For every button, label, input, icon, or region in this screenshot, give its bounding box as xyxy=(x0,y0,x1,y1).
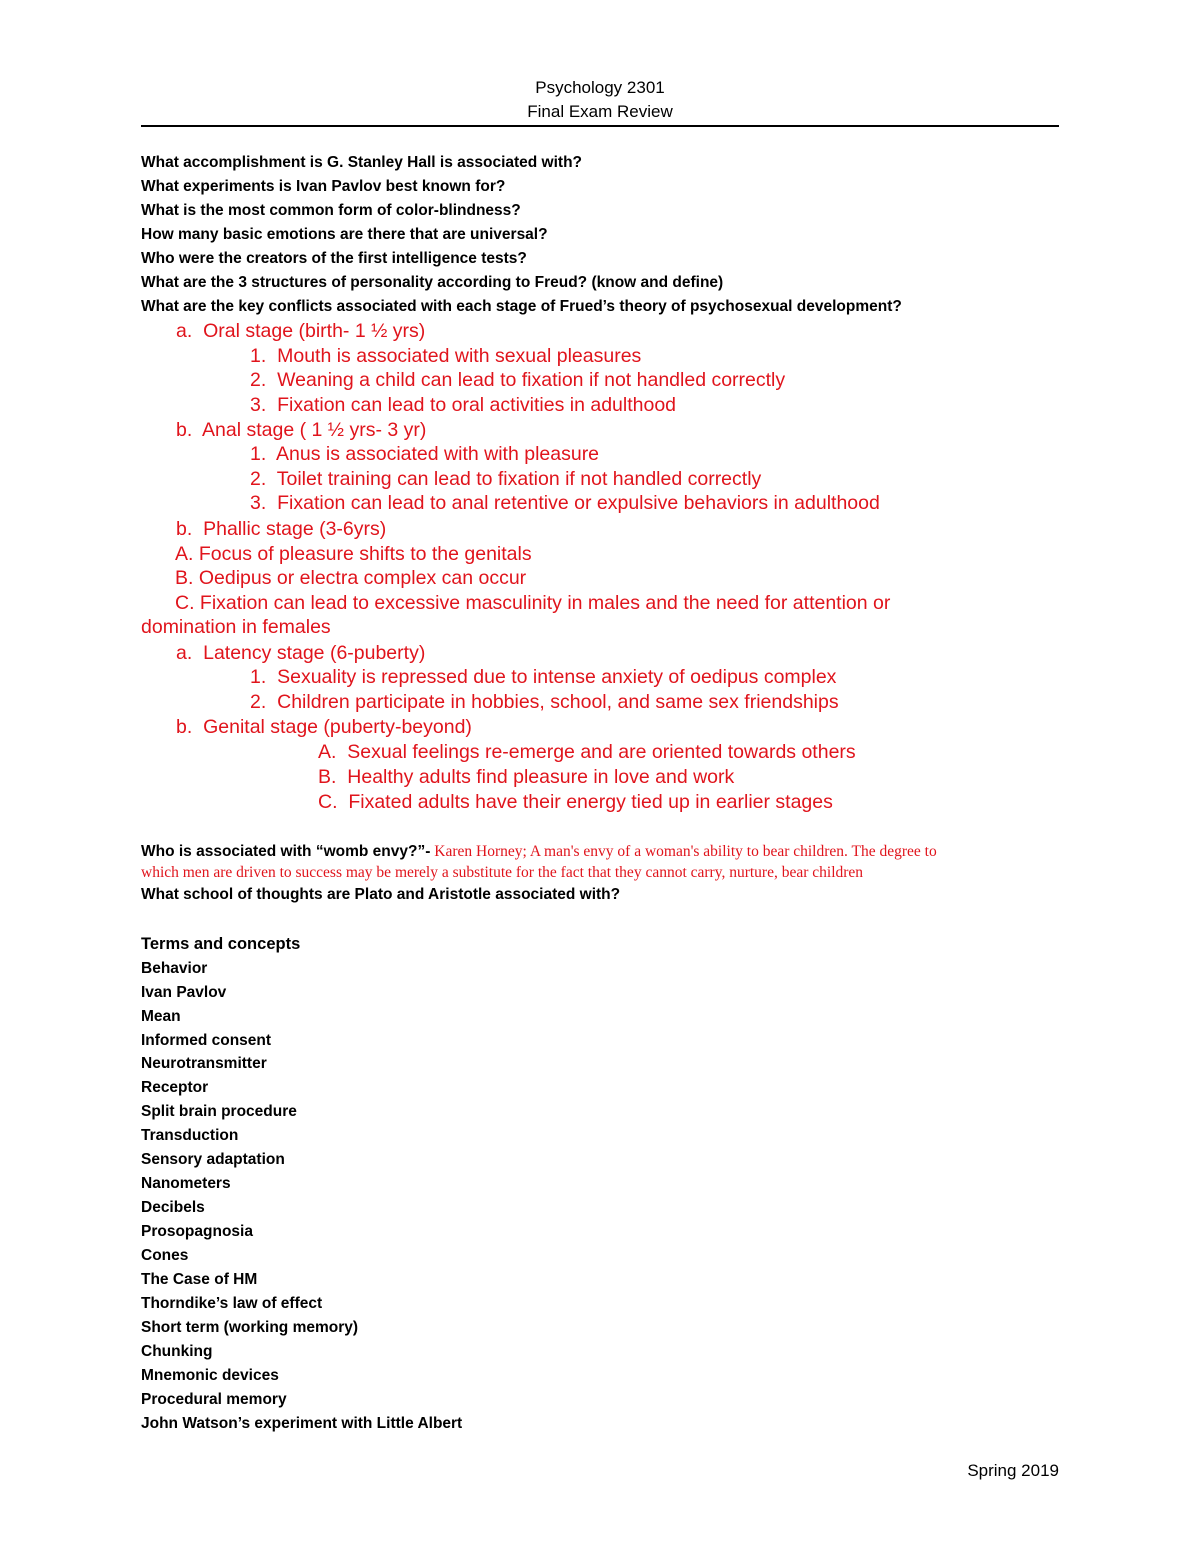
stage-latency xyxy=(176,641,425,666)
list-item: A. Focus of pleasure shifts to the genitals xyxy=(175,543,532,565)
term-item: Mnemonic devices xyxy=(141,1367,279,1384)
list-marker: 1. xyxy=(250,666,267,688)
list-marker: C. xyxy=(318,791,338,813)
list-item xyxy=(250,690,839,715)
term-item: Behavior xyxy=(141,960,208,977)
list-marker: 3. xyxy=(250,492,267,514)
stage-label: Latency stage (6-puberty) xyxy=(203,642,426,664)
term-item: Thorndike’s law of effect xyxy=(141,1295,323,1312)
footer-semester: Spring 2019 xyxy=(967,1461,1059,1480)
terms-heading: Terms and concepts xyxy=(141,935,301,953)
term-item: Decibels xyxy=(141,1199,205,1216)
list-marker: B. xyxy=(318,766,337,788)
list-item-text: Fixation can lead to anal retentive or expulsive behaviors in adulthood xyxy=(277,492,880,514)
list-item xyxy=(250,467,761,492)
list-item-text: Mouth is associated with sexual pleasures xyxy=(277,345,642,367)
list-marker: a. xyxy=(176,642,193,664)
term-item: Nanometers xyxy=(141,1175,231,1192)
list-item-text: Sexual feelings re-emerge and are oriented towards others xyxy=(347,741,856,763)
list-marker: 2. xyxy=(250,691,267,713)
term-item: Split brain procedure xyxy=(141,1103,297,1120)
list-item xyxy=(250,368,785,393)
header-divider xyxy=(141,125,1059,127)
term-item: Prosopagnosia xyxy=(141,1223,253,1240)
list-marker: 3. xyxy=(250,394,267,416)
list-item xyxy=(250,442,599,467)
list-marker: 1. xyxy=(250,345,267,367)
list-item: C. Fixation can lead to excessive masculinity in males and the need for attention or xyxy=(175,592,891,614)
list-item: B. Oedipus or electra complex can occur xyxy=(175,567,527,589)
list-marker: b. xyxy=(176,716,193,738)
term-item: John Watson’s experiment with Little Albert xyxy=(141,1415,463,1432)
stage-label: Oral stage (birth- 1 ½ yrs) xyxy=(203,320,426,342)
list-item xyxy=(250,393,676,418)
list-item xyxy=(250,491,880,516)
question-plato: What school of thoughts are Plato and Aristotle associated with? xyxy=(141,886,621,903)
list-item-continuation: domination in females xyxy=(141,616,331,638)
term-item: Transduction xyxy=(141,1127,239,1144)
term-item: Receptor xyxy=(141,1079,209,1096)
list-item xyxy=(250,665,836,690)
stage-genital xyxy=(176,715,472,740)
list-marker: 2. xyxy=(250,369,267,391)
stage-oral xyxy=(176,319,425,344)
term-item: Ivan Pavlov xyxy=(141,984,227,1001)
term-item: Sensory adaptation xyxy=(141,1151,285,1168)
page-title: Final Exam Review xyxy=(527,102,673,121)
question-pavlov: What experiments is Ivan Pavlov best known for? xyxy=(141,178,506,195)
list-item-text: Fixation can lead to oral activities in adulthood xyxy=(277,394,677,416)
list-item-text: Weaning a child can lead to fixation if not handled correctly xyxy=(277,369,786,391)
question-hall: What accomplishment is G. Stanley Hall is associated with? xyxy=(141,154,583,171)
list-item-text: Fixated adults have their energy tied up in earlier stages xyxy=(348,791,833,813)
list-item xyxy=(318,790,833,815)
term-item: Procedural memory xyxy=(141,1391,287,1408)
term-item: Cones xyxy=(141,1247,189,1264)
term-item: The Case of HM xyxy=(141,1271,258,1288)
list-item-text: Sexuality is repressed due to intense anxiety of oedipus complex xyxy=(277,666,837,688)
list-marker: b. xyxy=(176,419,193,441)
question-psychosexual: What are the key conflicts associated with each stage of Frued’s theory of psychosexual development? xyxy=(141,298,902,315)
list-marker: 1. xyxy=(250,443,267,465)
list-marker: b. xyxy=(176,518,193,540)
list-item-text: Toilet training can lead to fixation if not handled correctly xyxy=(276,468,762,490)
term-item: Informed consent xyxy=(141,1032,272,1049)
term-item: Short term (working memory) xyxy=(141,1319,359,1336)
course-title: Psychology 2301 xyxy=(535,78,665,97)
list-marker: 2. xyxy=(250,468,267,490)
stage-label: Genital stage (puberty-beyond) xyxy=(203,716,472,738)
stage-anal xyxy=(176,418,426,443)
stage-label: Phallic stage (3-6yrs) xyxy=(203,518,387,540)
question-color-blindness: What is the most common form of color-blindness? xyxy=(141,202,521,219)
term-item: Mean xyxy=(141,1008,181,1025)
list-item-text: Healthy adults find pleasure in love and work xyxy=(347,766,735,788)
term-item: Neurotransmitter xyxy=(141,1055,267,1072)
stage-label: Anal stage ( 1 ½ yrs- 3 yr) xyxy=(202,419,427,441)
answer-continuation xyxy=(141,861,863,885)
list-item xyxy=(250,344,641,369)
list-marker: A. xyxy=(318,741,337,763)
stage-phallic xyxy=(176,517,386,542)
question-freud-structures: What are the 3 structures of personality according to Freud? (know and define) xyxy=(141,274,724,291)
term-item: Chunking xyxy=(141,1343,213,1360)
list-item xyxy=(318,740,856,765)
list-item xyxy=(318,765,734,790)
question-text: Who is associated with “womb envy?”- xyxy=(141,843,431,860)
answer-text: which men are driven to success may be merely a substitute for the fact that they cannot carry, nurture, bear children xyxy=(141,864,864,881)
list-item-text: Children participate in hobbies, school, and same sex friendships xyxy=(277,691,839,713)
question-intelligence-tests: Who were the creators of the first intelligence tests? xyxy=(141,250,527,267)
list-marker: a. xyxy=(176,320,193,342)
answer-text: Karen Horney; A man's envy of a woman's ability to bear children. The degree to xyxy=(430,843,937,860)
question-emotions: How many basic emotions are there that are universal? xyxy=(141,226,548,243)
list-item-text: Anus is associated with with pleasure xyxy=(276,443,600,465)
